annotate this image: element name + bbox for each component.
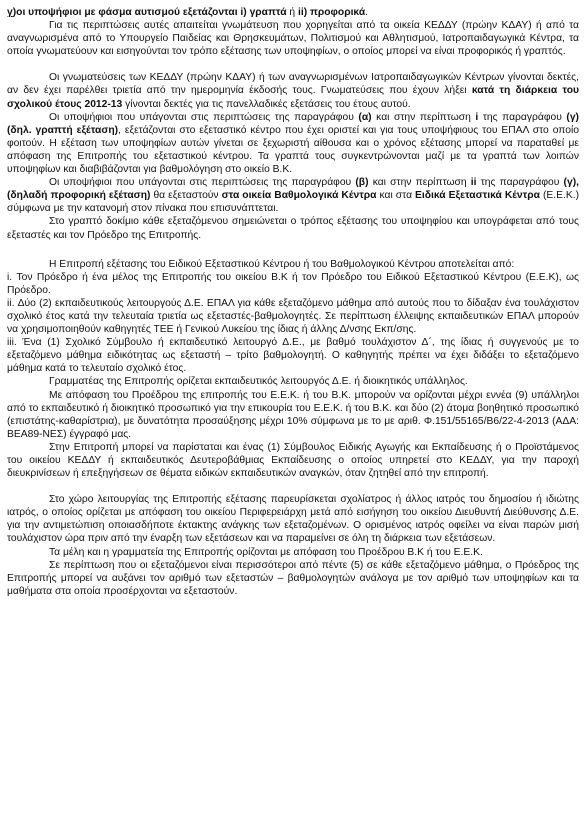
committee-item-1: i. Τον Πρόεδρο ή ένα μέλος της Επιτροπής του οικείου Β.Κ ή τον Πρόεδρο του Ειδικού Εξεταστικού Κέντρου (Ε.Ε.Κ), ως Πρόεδρο. xyxy=(7,271,579,296)
school-year-bold: κατά τη διάρκεια του σχολικού έτους 2012-13 xyxy=(7,85,579,110)
intro-oral: ii) προφορικά xyxy=(297,7,366,18)
paragraph-validity: Οι γνωματεύσεις των ΚΕΔΔΥ (πρώην ΚΔΑΥ) ή των αναγνωρισμένων Ιατροπαιδαγωγικών Κέντρων γίνονται δεκτές, αν δεν έχει παρέλθει τριετία από την ημερομηνία έκδοσής τους. Γνωματεύσεις που έχουν λήξει κατά τη διάρκεια του σχολικού έτους 2012-13 γίνονται δεκτές για τις πανελλαδικές εξετάσεις του έτους αυτού. xyxy=(7,72,579,110)
paragraph-examiners: Σε περίπτωση που οι εξεταζόμενοι είναι περισσότεροι από πέντε (5) σε κάθε εξεταζόμενο μάθημα, ο Πρόεδρος της Επιτροπής μπορεί να αυξάνει τον αριθμό των εξεταστών – βαθμολογητών ανάλογα με τον αριθμό των υποψηφίων και τα μαθήματα στα οποία προσέρχονται να εξεταστούν. xyxy=(7,559,579,597)
paragraph-exam-paper: Στο γραπτό δοκίμιο κάθε εξεταζόμενου σημειώνεται ο τρόπος εξέτασης του υποψηφίου και υπογράφεται από τους εξεταστές και τον Πρόεδρο της Επιτροπής. xyxy=(7,216,579,241)
paragraph-committee: Η Επιτροπή εξέτασης του Ειδικού Εξεταστικού Κέντρου ή του Βαθμολογικού Κέντρου αποτελείται από: xyxy=(49,258,515,270)
paragraph-oral-exam: Οι υποψήφιοι που υπάγονται στις περιπτώσεις της παραγράφου (β) και στην περίπτωση ii της παραγράφου (γ), (δηλαδή προφορική εξέταση) θα εξεταστούν στα οικεία Βαθμολογικά Κέντρα και στα Ειδικά Εξεταστικά Κέντρα (Ε.Ε.Κ.) σύμφωνα με την κατανομή στον πίνακα που επισυνάπτεται. xyxy=(7,177,580,215)
paragraph-written-exam: Οι υποψήφιοι που υπάγονται στις περιπτώσεις της παραγράφου (α) και στην περίπτωση i της παραγράφου (γ) (δηλ. γραπτή εξέταση), εξετάζονται στο εξεταστικό κέντρο που έχει οριστεί και για τους υποψήφιους του ΕΠΑΛ στο οποίο φοιτούν. Η εξέταση των υποψηφίων αυτών γίνεται σε ξεχωριστή αίθουσα και ο χρόνος εξέτασης μπορεί να παραταθεί με απόφαση της Επιτροπής του εξεταστικού κέντρου. Τα γραπτά τους συγκεντρώνονται μαζί με τα γραπτά των λοιπών υποψηφίων και διαβιβάζονται για βαθμολόγηση στο οικείο Β.Κ. xyxy=(7,111,579,176)
committee-item-2: ii. Δύο (2) εκπαιδευτικούς λειτουργούς Δ.Ε. ΕΠΑΛ για κάθε εξεταζόμενο μάθημα από αυτούς που το δίδαξαν ένα τουλάχιστον σχολικό έτος κατά την τελευταία τριετία ως εξεταστές-βαθμολογητές. Σε περίπτωση έλλειψης εκπαιδευτικών ΕΠΑΛ μπορούν να χρησιμοποιηθούν καθηγητές ΤΕΕ ή Γενικού Λυκείου της ίδιας ή άλλης Δ/νσης Εκπ/σης. xyxy=(7,297,579,336)
intro-or: ή xyxy=(286,7,298,18)
paragraph-secretary: Γραμματέας της Επιτροπής ορίζεται εκπαιδευτικός λειτουργός Δ.Ε. ή διοικητικός υπάλληλος. xyxy=(49,376,468,388)
committee-item-3: iii. Ένα (1) Σχολικό Σύμβουλο ή εκπαιδευτικό λειτουργό Δ.Ε., με βαθμό τουλάχιστον Δ΄, της ίδιας ή συγγενούς με το εξεταζόμενο μάθημα ειδικότητας ως εξεταστή – τρίτο βαθμολογητή. Ο καθηγητής πρέπει να έχει διδάξει το εξεταζόμενο μάθημα κατά το τελευταίο σχολικό έτος. xyxy=(7,337,579,375)
paragraph-staff: Με απόφαση του Προέδρου της επιτροπής του Ε.Ε.Κ. ή του Β.Κ. μπορούν να ορίζονται μέχρι εννέα (9) υπάλληλοι από το εκπαιδευτικό ή διοικητικό προσωπικό για την επικουρία του Ε.Ε.Κ. ή του Β.Κ. και δύο (2) άτομα βοηθητικό προσωπικό (επιστάτης-καθαρίστρια), με δυνατότητα προσαύξησης μέχρι 10% σύμφωνα με το με αριθ. Φ.151/55165/Β6/22-4-2013 (ΑΔΑ: ΒΕΑ89-ΝΕΣ) έγγραφό μας. xyxy=(7,389,579,440)
intro-written: i) γραπτά xyxy=(240,7,287,18)
intro-text: )οι υποψήφιοι με φάσμα αυτισμού εξετάζονται xyxy=(12,7,241,18)
paragraph-members: Τα μέλη και η γραμματεία της Επιτροπής ορίζονται με απόφαση του Προέδρου Β.Κ ή του Ε.Ε.Κ. xyxy=(49,546,483,558)
intro-end: . xyxy=(365,7,369,18)
intro-line xyxy=(7,6,579,19)
paragraph-doctor: Στο χώρο λειτουργίας της Επιτροπής εξέτασης παρευρίσκεται σχολίατρος ή άλλος ιατρός του δημοσίου ή ιδιώτης ιατρός, ο οποίος ορίζεται με απόφαση του οικείου Περιφερειάρχη μετά από εισήγηση του οικείου Διευθυντή Διεύθυνσης Δ.Ε. για την αντιμετώπιση οποιασδήποτε έκτακτης ανάγκης των εξεταζομένων. Ο ορισμένος ιατρός οφείλει να είναι παρών μισή τουλάχιστον ώρα πριν από την έναρξη των εξετάσεων και να παραμείνει σε όλη τη διάρκεια των εξετάσεων. xyxy=(7,494,579,545)
paragraph-advisor: Στην Επιτροπή μπορεί να παρίσταται και ένας (1) Σύμβουλος Ειδικής Αγωγής και Εκπαίδευσης ή ο Προϊστάμενος του οικείου ΚΕΔΔΥ ή εκπαιδευτικός Δευτεροβάθμιας Εκπαίδευσης ο οποίος υπηρετεί στο ΚΕΔΔΥ, για την παροχή διευκρινίσεων ή επεξηγήσεων σε θέματα ειδικών εκπαιδευτικών αναγκών, όταν ζητηθεί από την επιτροπή. xyxy=(7,441,579,480)
document-body xyxy=(7,6,579,598)
intro-letter: γ xyxy=(7,7,13,18)
paragraph-certification: Για τις περιπτώσεις αυτές απαιτείται γνωμάτευση που χορηγείται από τα οικεία ΚΕΔΔΥ (πρώην ΚΔΑΥ) ή από τα αναγνωρισμένα από το Υπουργείο Παιδείας και Θρησκευμάτων, Πολιτισμού και Αθλητισμού, Ιατροπαιδαγωγικά Κέντρα, τα οποία γνωματεύουν και εισηγούνται τον τρόπο εξέτασης των υποψηφίων, ο οποίος μπορεί να είναι προφορικός ή γραπτός. xyxy=(7,20,579,58)
